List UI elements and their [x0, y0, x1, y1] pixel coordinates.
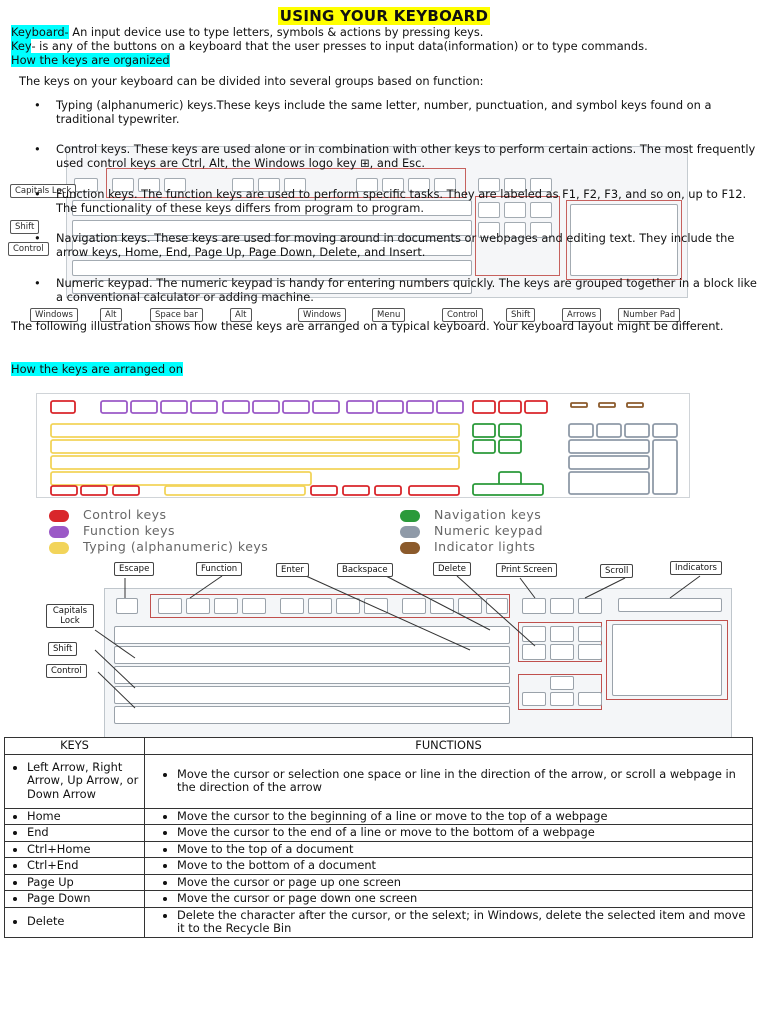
legend-indicator-swatch [400, 542, 420, 554]
label-alt: Alt [100, 308, 122, 322]
table-row [5, 754, 753, 808]
header-functions: FUNCTIONS [145, 738, 753, 755]
intro-text: The keys on your keyboard can be divided into several groups based on function: [19, 74, 484, 88]
function-key [223, 401, 249, 413]
colored-keyboard-image [36, 393, 690, 498]
term-key: Key [11, 39, 32, 53]
key-cell [5, 858, 145, 875]
navigation-keys [473, 424, 543, 495]
labeled-keyboard-diagram [40, 558, 740, 738]
key-cell [5, 754, 145, 808]
key-name: • End [27, 826, 140, 840]
function-text: • Move to the top of a document [177, 843, 748, 857]
function-text: • Move to the bottom of a document [177, 859, 748, 873]
function-text: • Delete the character after the cursor, or the selext; in Windows, delete the selected item and move it to the Recycle Bin [177, 909, 748, 936]
label-space-bar: Space bar [150, 308, 203, 322]
list-item: • Control keys. These keys are used alone or in combination with other keys to perform certain actions. The most frequently used control keys are Ctrl, Alt, the Windows logo key ⊞, and Esc. [56, 142, 758, 170]
control-key [525, 401, 547, 413]
key-cell [5, 874, 145, 891]
function-cell [145, 891, 753, 908]
heading-arranged-text: How the keys are arranged on [11, 362, 183, 376]
label-shift-right: Shift [506, 308, 535, 322]
key-cell [5, 891, 145, 908]
list-item: • Numeric keypad. The numeric keypad is handy for entering numbers quickly. The keys are grouped together in a block like a conventional calculator or adding machine. [56, 276, 758, 304]
legend-typing: Typing (alphanumeric) keys [83, 539, 269, 554]
label-backspace: Backspace [337, 563, 393, 577]
function-key [437, 401, 463, 413]
function-cell [145, 858, 753, 875]
colored-keyboard-svg [37, 394, 689, 497]
function-cell [145, 754, 753, 808]
function-cell [145, 825, 753, 842]
function-key [253, 401, 279, 413]
illustration-text: The following illustration shows how these keys are arranged on a typical keyboard. Your keyboard layout might be different. [11, 319, 724, 333]
legend-navigation-swatch [400, 510, 420, 522]
term-keyboard: Keyboard- [11, 25, 69, 39]
definition-keyboard [11, 25, 761, 39]
function-key [347, 401, 373, 413]
label-windows-right: Windows [298, 308, 346, 322]
header-keys: KEYS [5, 738, 145, 755]
label-indicators: Indicators [670, 561, 722, 575]
label-enter: Enter [276, 563, 309, 577]
function-key [313, 401, 339, 413]
key-name: • Left Arrow, Right Arrow, Up Arrow, or Down Arrow [27, 761, 140, 802]
numeric-keypad-keys [569, 424, 677, 494]
function-key [161, 401, 187, 413]
function-cell [145, 841, 753, 858]
key-cell [5, 825, 145, 842]
callout-lines [40, 558, 740, 738]
key-name: • Home [27, 810, 140, 824]
table-row [5, 907, 753, 937]
title-text: USING YOUR KEYBOARD [279, 7, 489, 25]
key-cell [5, 841, 145, 858]
heading-organized-text: How the keys are organized [11, 53, 170, 67]
label-print-screen: Print Screen [496, 563, 557, 577]
indicator-light [571, 403, 587, 407]
legend-control-swatch [49, 510, 69, 522]
function-key [407, 401, 433, 413]
control-key [473, 401, 495, 413]
table-row [5, 874, 753, 891]
function-key [101, 401, 127, 413]
table-row [5, 858, 753, 875]
key-name: • Page Down [27, 892, 140, 906]
function-key [377, 401, 403, 413]
function-text: • Move the cursor to the beginning of a line or move to the top of a webpage [177, 810, 748, 824]
typing-keys [51, 424, 459, 495]
legend-function: Function keys [83, 523, 176, 538]
label-shift: Shift [48, 642, 77, 656]
indicator-light [627, 403, 643, 407]
function-key [191, 401, 217, 413]
control-key-esc [51, 401, 75, 413]
label-control: Control [8, 242, 49, 256]
function-text: • Move the cursor to the end of a line or move to the bottom of a webpage [177, 826, 748, 840]
definition-key [11, 39, 761, 53]
control-key [499, 401, 521, 413]
table-row [5, 825, 753, 842]
legend-numeric: Numeric keypad [434, 523, 544, 538]
label-windows: Windows [30, 308, 78, 322]
function-text: • Move the cursor or selection one space or line in the direction of the arrow, or scroll a webpage in the direction of the arrow [177, 768, 748, 795]
label-delete: Delete [433, 562, 471, 576]
label-control: Control [46, 664, 87, 678]
legend-indicator: Indicator lights [434, 539, 536, 554]
label-scroll: Scroll [600, 564, 633, 578]
label-capitals-lock: Capitals Lock [46, 604, 94, 628]
key-cell [5, 907, 145, 937]
function-text: • Move the cursor or page up one screen [177, 876, 748, 890]
key-cell [5, 808, 145, 825]
label-number-pad: Number Pad [618, 308, 680, 322]
heading-organized [11, 53, 170, 67]
label-arrows: Arrows [562, 308, 601, 322]
key-name: • Delete [27, 915, 140, 929]
legend-typing-swatch [49, 542, 69, 554]
table-header-row [5, 738, 753, 755]
label-alt-right: Alt [230, 308, 252, 322]
definition-key-text: - is any of the buttons on a keyboard that the user presses to input data(information) or to type commands. [31, 39, 648, 53]
key-name: • Ctrl+End [27, 859, 140, 873]
function-key [131, 401, 157, 413]
indicator-light [599, 403, 615, 407]
list-item: • Function keys. The function keys are used to perform specific tasks. They are labeled as F1, F2, F3, and so on, up to F12. The functionality of these keys differs from program to program. [56, 187, 758, 215]
function-cell [145, 808, 753, 825]
shift-row [72, 260, 472, 276]
label-shift: Shift [10, 220, 39, 234]
label-menu: Menu [372, 308, 405, 322]
table-row [5, 808, 753, 825]
function-text: • Move the cursor or page down one screen [177, 892, 748, 906]
function-cell [145, 907, 753, 937]
legend-navigation: Navigation keys [434, 507, 542, 522]
label-capitals-lock: Capitals Lock [10, 184, 76, 198]
key-name: • Ctrl+Home [27, 843, 140, 857]
label-control-right: Control [442, 308, 483, 322]
legend-control: Control keys [83, 507, 167, 522]
legend-function-swatch [49, 526, 69, 538]
list-item: • Navigation keys. These keys are used for moving around in documents or webpages and editing text. They include the arrow keys, Home, End, Page Up, Page Down, Delete, and Insert. [56, 231, 758, 259]
heading-arranged [11, 362, 183, 376]
function-cell [145, 874, 753, 891]
table-row [5, 841, 753, 858]
label-function: Function [196, 562, 242, 576]
keys-functions-table [4, 737, 753, 938]
page-title [0, 9, 768, 24]
table-row [5, 891, 753, 908]
key-name: • Page Up [27, 876, 140, 890]
label-escape: Escape [114, 562, 154, 576]
function-key [283, 401, 309, 413]
legend-numeric-swatch [400, 526, 420, 538]
list-item: • Typing (alphanumeric) keys.These keys include the same letter, number, punctuation, and symbol keys found on a traditional typewriter. [56, 98, 758, 126]
definition-keyboard-text: An input device use to type letters, symbols & actions by pressing keys. [68, 25, 484, 39]
